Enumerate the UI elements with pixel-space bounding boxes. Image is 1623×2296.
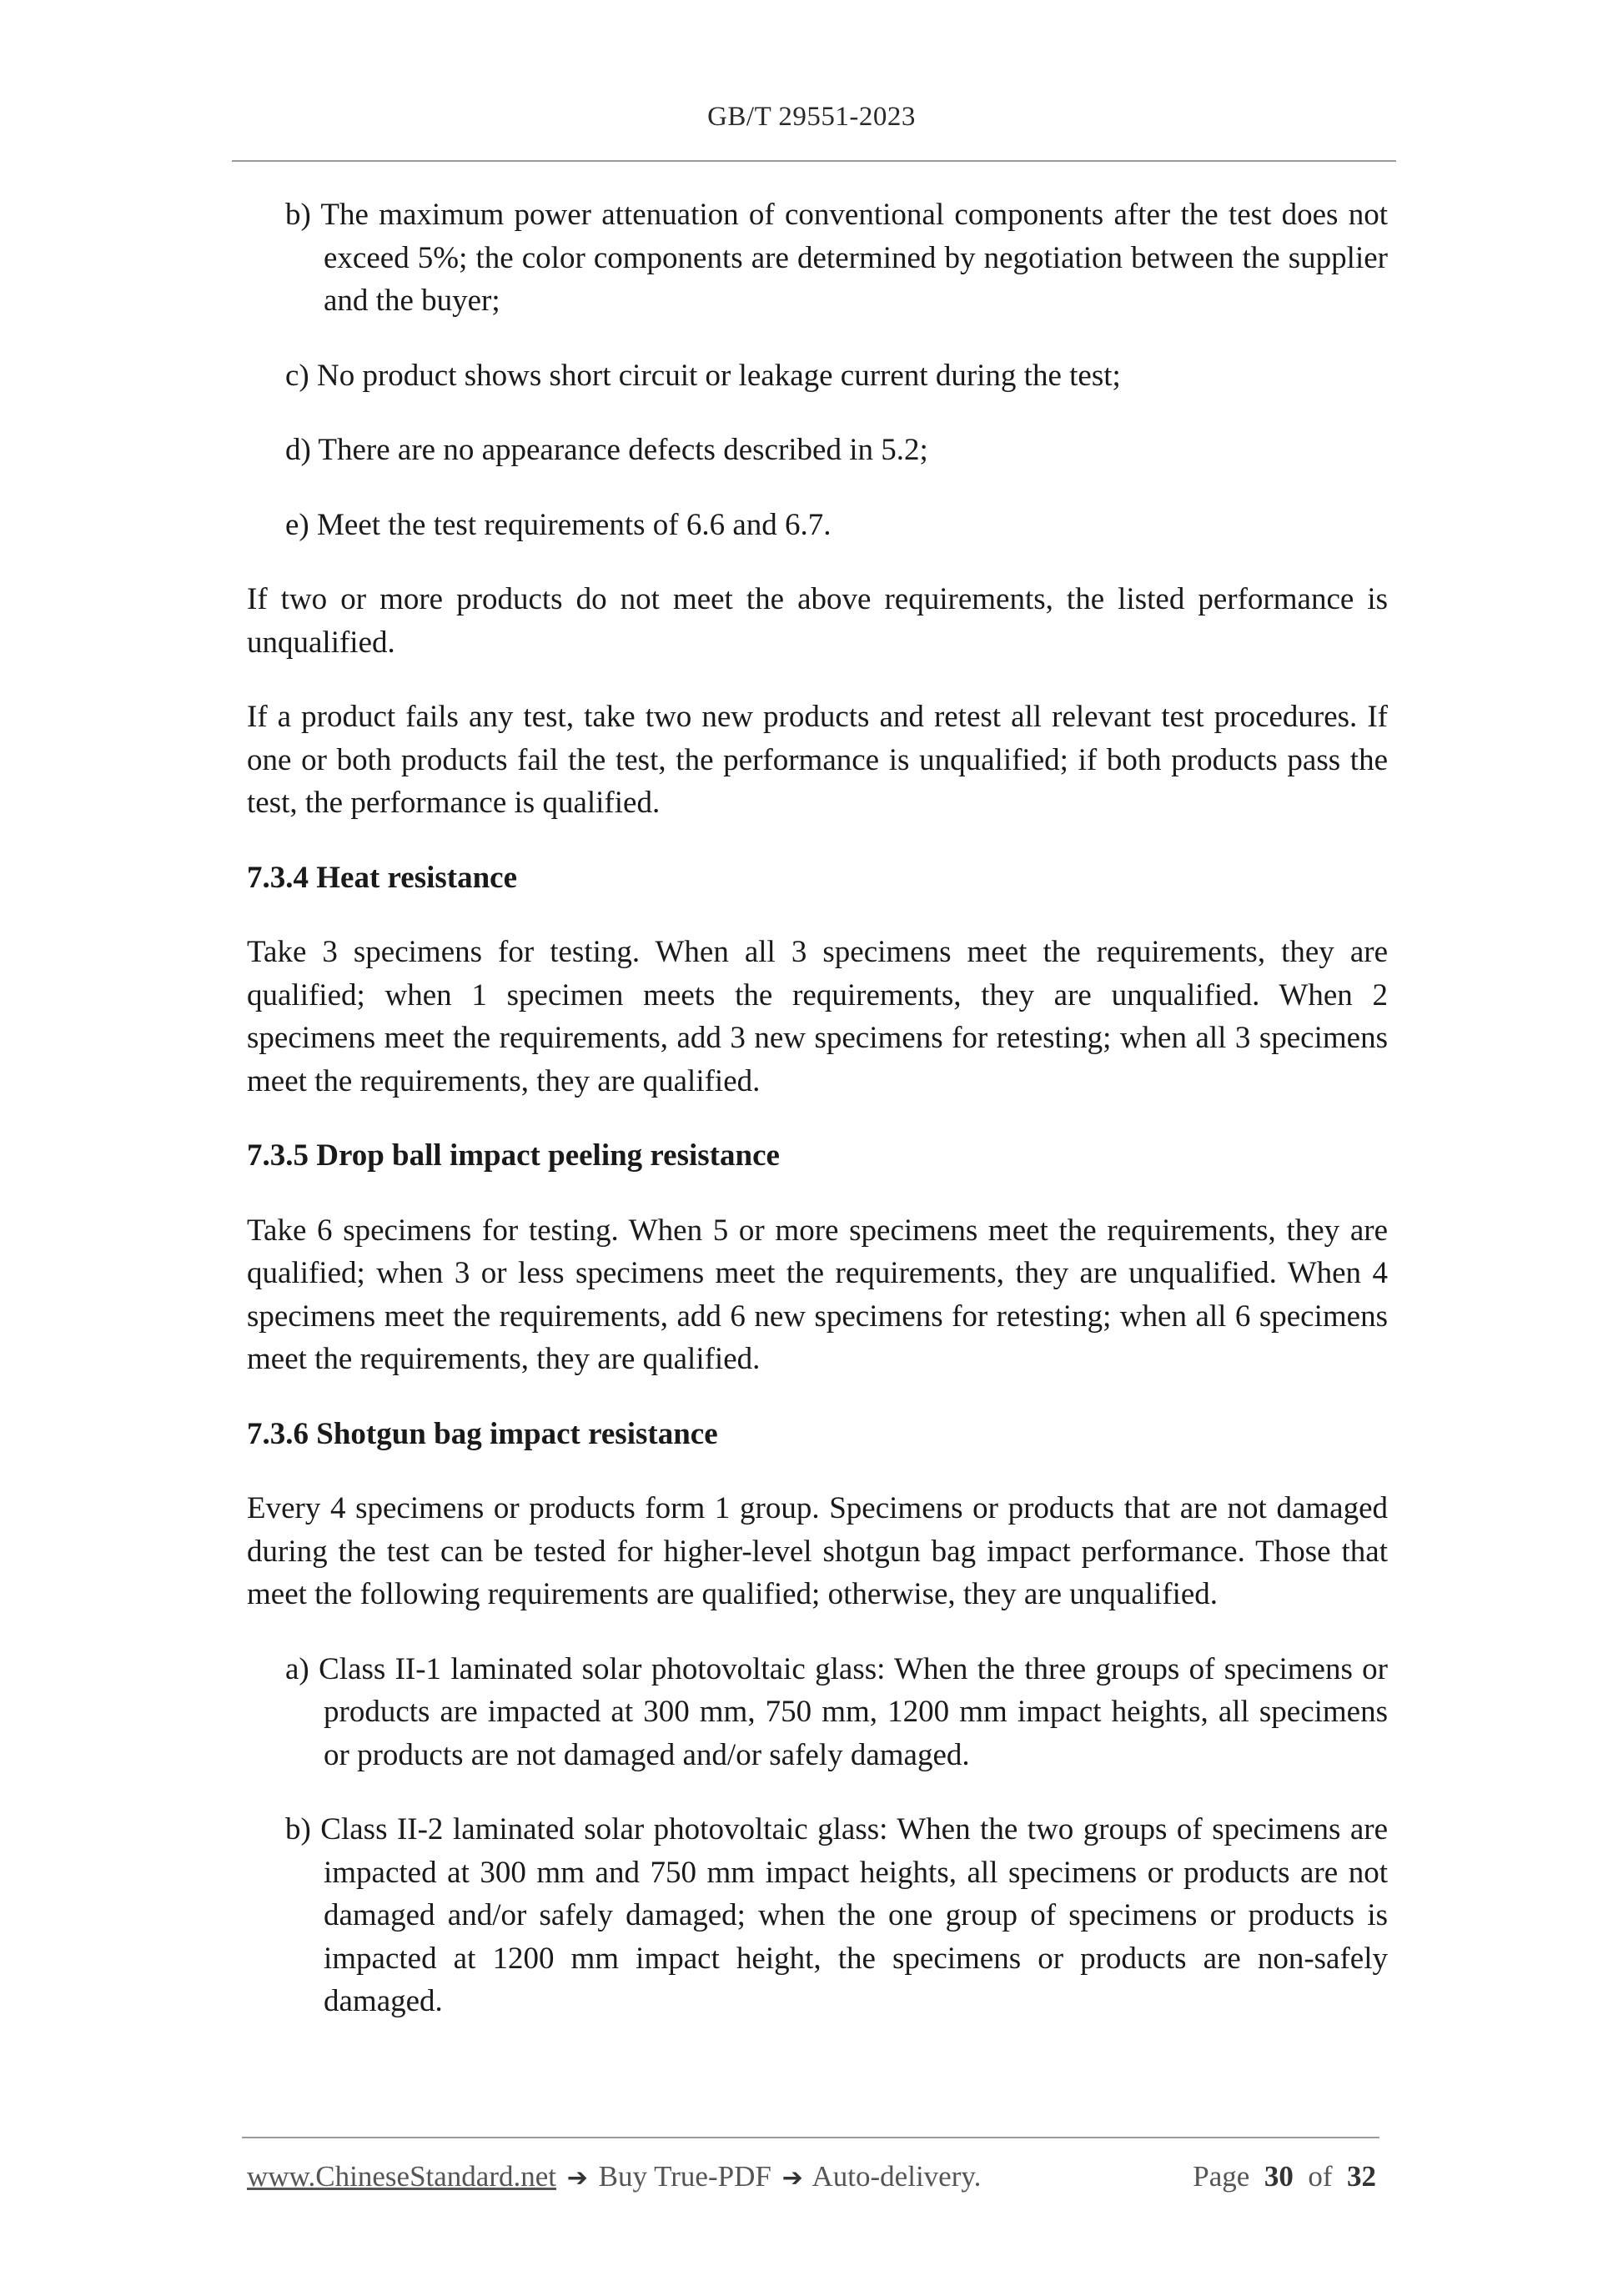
- paragraph-unqualified: If two or more products do not meet the above requirements, the listed performance is unqualified.: [247, 582, 1388, 660]
- right-arrow-icon: ➔: [566, 2163, 588, 2193]
- list-item-c: c) No product shows short circuit or leakage current during the test;: [285, 358, 1121, 393]
- total-page-number: 32: [1347, 2160, 1376, 2193]
- list-item-d: d) There are no appearance defects described in 5.2;: [285, 433, 928, 467]
- page-label: Page: [1193, 2160, 1250, 2193]
- buy-true-pdf-text: Buy True-PDF: [598, 2160, 771, 2193]
- section-heading-7-3-4: 7.3.4 Heat resistance: [247, 860, 518, 895]
- current-page-number: 30: [1264, 2160, 1294, 2193]
- section-heading-7-3-5: 7.3.5 Drop ball impact peeling resistance: [247, 1138, 780, 1173]
- auto-delivery-text: Auto-delivery.: [812, 2160, 982, 2193]
- document-header-title: GB/T 29551-2023: [707, 102, 916, 132]
- list-item-class-ii-2: b) Class II-2 laminated solar photovoltaic glass: When the two groups of specimens are impacted at 300 mm and 750 mm impact heights, all specimens or products are not damaged and/or safely damaged; when the one group of specimens or products is impacted at 1200 mm impact height, the specimens or products are non-safely damaged.: [285, 1812, 1388, 2018]
- header-divider: [232, 160, 1396, 162]
- section-text-7-3-6: Every 4 specimens or products form 1 group. Specimens or products that are not damaged during the test can be tested for higher-level shotgun bag impact performance. Those that meet the following requirements are qualified; otherwise, they are unqualified.: [247, 1491, 1388, 1611]
- section-heading-7-3-6: 7.3.6 Shotgun bag impact resistance: [247, 1416, 718, 1451]
- list-item-class-ii-1: a) Class II-1 laminated solar photovoltaic glass: When the three groups of specimens or products are impacted at 300 mm, 750 mm, 1200 mm impact heights, all specimens or products are not damaged and/or safely damaged.: [285, 1651, 1388, 1772]
- footer-divider: [242, 2137, 1379, 2138]
- document-body: [247, 193, 1388, 2055]
- right-arrow-icon: ➔: [781, 2163, 803, 2193]
- section-text-7-3-5: Take 6 specimens for testing. When 5 or more specimens meet the requirements, they are qualified; when 3 or less specimens meet the requirements, they are unqualified. When 4 specimens meet the requirements, add 6 new specimens for retesting; when all 6 specimens meet the requirements, they are qualified.: [247, 1213, 1388, 1376]
- section-text-7-3-4: Take 3 specimens for testing. When all 3 specimens meet the requirements, they are qualified; when 1 specimen meets the requirements, they are unqualified. When 2 specimens meet the requirements, add 3 new specimens for retesting; when all 3 specimens meet the requirements, they are qualified.: [247, 935, 1388, 1098]
- page-of-label: of: [1308, 2160, 1333, 2193]
- page-number: [1193, 2160, 1376, 2193]
- list-item-b: b) The maximum power attenuation of conventional components after the test does not exceed 5%; the color components are determined by negotiation between the supplier and the buyer;: [285, 198, 1388, 318]
- list-item-e: e) Meet the test requirements of 6.6 and 6.7.: [285, 507, 832, 542]
- website-link[interactable]: www.ChineseStandard.net: [247, 2160, 556, 2193]
- paragraph-retest: If a product fails any test, take two new products and retest all relevant test procedures. If one or both products fail the test, the performance is unqualified; if both products pass the test, the performance is qualified.: [247, 700, 1388, 820]
- footer-promo: [247, 2160, 981, 2193]
